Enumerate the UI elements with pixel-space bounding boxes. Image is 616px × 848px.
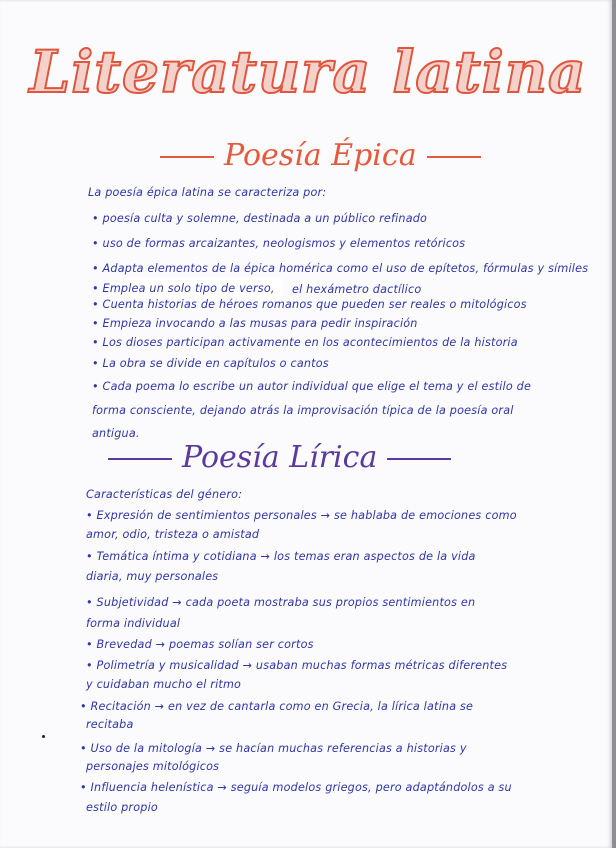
lirica-bullet: • Influencia helenística → seguía modelos griegos, pero adaptándolos a su — [80, 781, 512, 794]
heading-dash-left — [160, 156, 214, 158]
lirica-continuation: amor, odio, tristeza o amistad — [86, 528, 260, 541]
epica-heading-text: Poesía Épica — [224, 138, 417, 173]
lirica-bullet: • Brevedad → poemas solían ser cortos — [86, 638, 314, 651]
lirica-continuation: estilo propio — [86, 801, 158, 814]
page-title: Literatura latina — [29, 38, 587, 106]
epica-bullet: • Cuenta historias de héroes romanos que pueden ser reales o mitológicos — [92, 298, 527, 311]
epica-bullet: • uso de formas arcaizantes, neologismos y elementos retóricos — [92, 237, 466, 250]
lirica-bullet: • Recitación → en vez de cantarla como en Grecia, la lírica latina se — [80, 700, 474, 713]
lirica-bullet: • Temática íntima y cotidiana → los temas eran aspectos de la vida — [86, 550, 476, 563]
lirica-intro: Características del género: — [86, 488, 243, 501]
epica-continuation: forma consciente, dejando atrás la improvisación típica de la poesía oral — [92, 404, 514, 417]
epica-intro: La poesía épica latina se caracteriza por: — [88, 186, 327, 199]
heading-dash-left — [108, 458, 172, 460]
lirica-continuation: personajes mitológicos — [86, 760, 220, 773]
epica-bullet: • Empieza invocando a las musas para pedir inspiración — [92, 317, 418, 330]
epica-bullet: • Adapta elementos de la épica homérica como el uso de epítetos, fórmulas y símiles — [92, 262, 589, 275]
epica-bullet: • Los dioses participan activamente en los acontecimientos de la historia — [92, 336, 518, 349]
heading-dash-right — [387, 458, 451, 460]
epica-bullet: • Emplea un solo tipo de verso, — [92, 282, 275, 295]
lirica-bullet: • Polimetría y musicalidad → usaban muchas formas métricas diferentes — [86, 659, 508, 672]
heading-dash-right — [427, 156, 481, 158]
lirica-continuation: diaria, muy personales — [86, 570, 219, 583]
lirica-continuation: forma individual — [86, 617, 181, 630]
lirica-continuation: y cuidaban mucho el ritmo — [86, 678, 242, 691]
section-heading-lirica — [98, 440, 461, 475]
epica-bullet: • poesía culta y solemne, destinada a un público refinado — [92, 212, 428, 225]
lirica-bullet: • Expresión de sentimientos personales → se hablaba de emociones como — [86, 509, 517, 522]
page-edge — [612, 0, 616, 848]
epica-continuation: antigua. — [92, 427, 140, 440]
ink-dot — [42, 735, 45, 738]
epica-bullet: • La obra se divide en capítulos o cantos — [92, 357, 329, 370]
lirica-bullet: • Subjetividad → cada poeta mostraba sus propios sentimientos en — [86, 596, 476, 609]
lirica-heading-text: Poesía Lírica — [182, 440, 378, 475]
epica-bullet-continuation: el hexámetro dactílico — [292, 283, 422, 296]
lirica-continuation: recitaba — [86, 718, 134, 731]
section-heading-epica — [150, 138, 491, 173]
lirica-bullet: • Uso de la mitología → se hacían muchas referencias a historias y — [80, 742, 467, 755]
epica-bullet: • Cada poema lo escribe un autor individual que elige el tema y el estilo de — [92, 380, 532, 393]
